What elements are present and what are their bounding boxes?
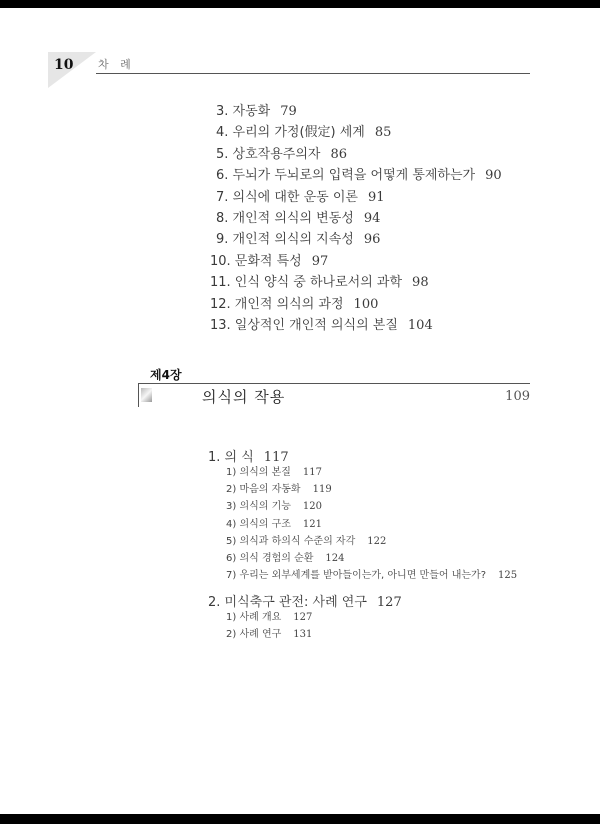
top-border-bar — [0, 0, 600, 8]
subsection-item: 7) 우리는 외부세계를 받아들이는가, 아니면 만들어 내는가? 125 — [226, 570, 518, 582]
subsection-item: 5) 의식과 하의식 수준의 자각 122 — [226, 535, 387, 547]
chapter-page-number: 109 — [505, 389, 530, 404]
header-rule — [96, 73, 530, 74]
section-heading: 1. 의 식 117 — [208, 450, 289, 465]
page-number: 10 — [54, 57, 74, 73]
subsection-item: 1) 의식의 본질 117 — [226, 467, 323, 478]
toc-item: 8. 개인적 의식의 변동성 94 — [216, 210, 381, 226]
subsection-item: 2) 마음의 자동화 119 — [226, 484, 332, 496]
running-title: 차 례 — [98, 58, 135, 71]
chapter-rule — [138, 383, 530, 384]
toc-item: 11. 인식 양식 중 하나로서의 과학 98 — [210, 275, 429, 291]
chapter-label: 제4장 — [150, 368, 182, 382]
section-heading: 2. 미식축구 관전: 사례 연구 127 — [208, 595, 402, 610]
subsection-item: 6) 의식 경험의 순환 124 — [226, 552, 345, 564]
toc-item: 4. 우리의 가정(假定) 세계 85 — [216, 125, 392, 141]
toc-item: 10. 문화적 특성 97 — [210, 253, 329, 269]
subsection-list — [226, 464, 517, 584]
chapter-title: 의식의 작용 — [202, 388, 286, 406]
subsection-item: 1) 사례 개요 127 — [226, 612, 313, 623]
chapter3-toc-list — [210, 101, 502, 336]
subsection-item: 3) 의식의 기능 120 — [226, 501, 323, 513]
chapter-bookmark-icon — [141, 388, 152, 402]
subsection-list — [226, 609, 312, 643]
toc-item: 3. 자동화 79 — [216, 104, 297, 119]
toc-item: 5. 상호작용주의자 86 — [216, 146, 347, 162]
toc-item: 12. 개인적 의식의 과정 100 — [210, 296, 379, 312]
toc-item: 9. 개인적 의식의 지속성 96 — [216, 232, 381, 248]
toc-item: 7. 의식에 대한 운동 이론 91 — [216, 189, 385, 205]
toc-item: 13. 일상적인 개인적 의식의 본질 104 — [210, 317, 433, 333]
bottom-border-bar — [0, 814, 600, 824]
subsection-item: 2) 사례 연구 131 — [226, 629, 313, 641]
subsection-item: 4) 의식의 구조 121 — [226, 518, 323, 530]
chapter-rule-vertical — [138, 383, 139, 407]
toc-item: 6. 두뇌가 두뇌로의 입력을 어떻게 통제하는가 90 — [216, 168, 502, 184]
